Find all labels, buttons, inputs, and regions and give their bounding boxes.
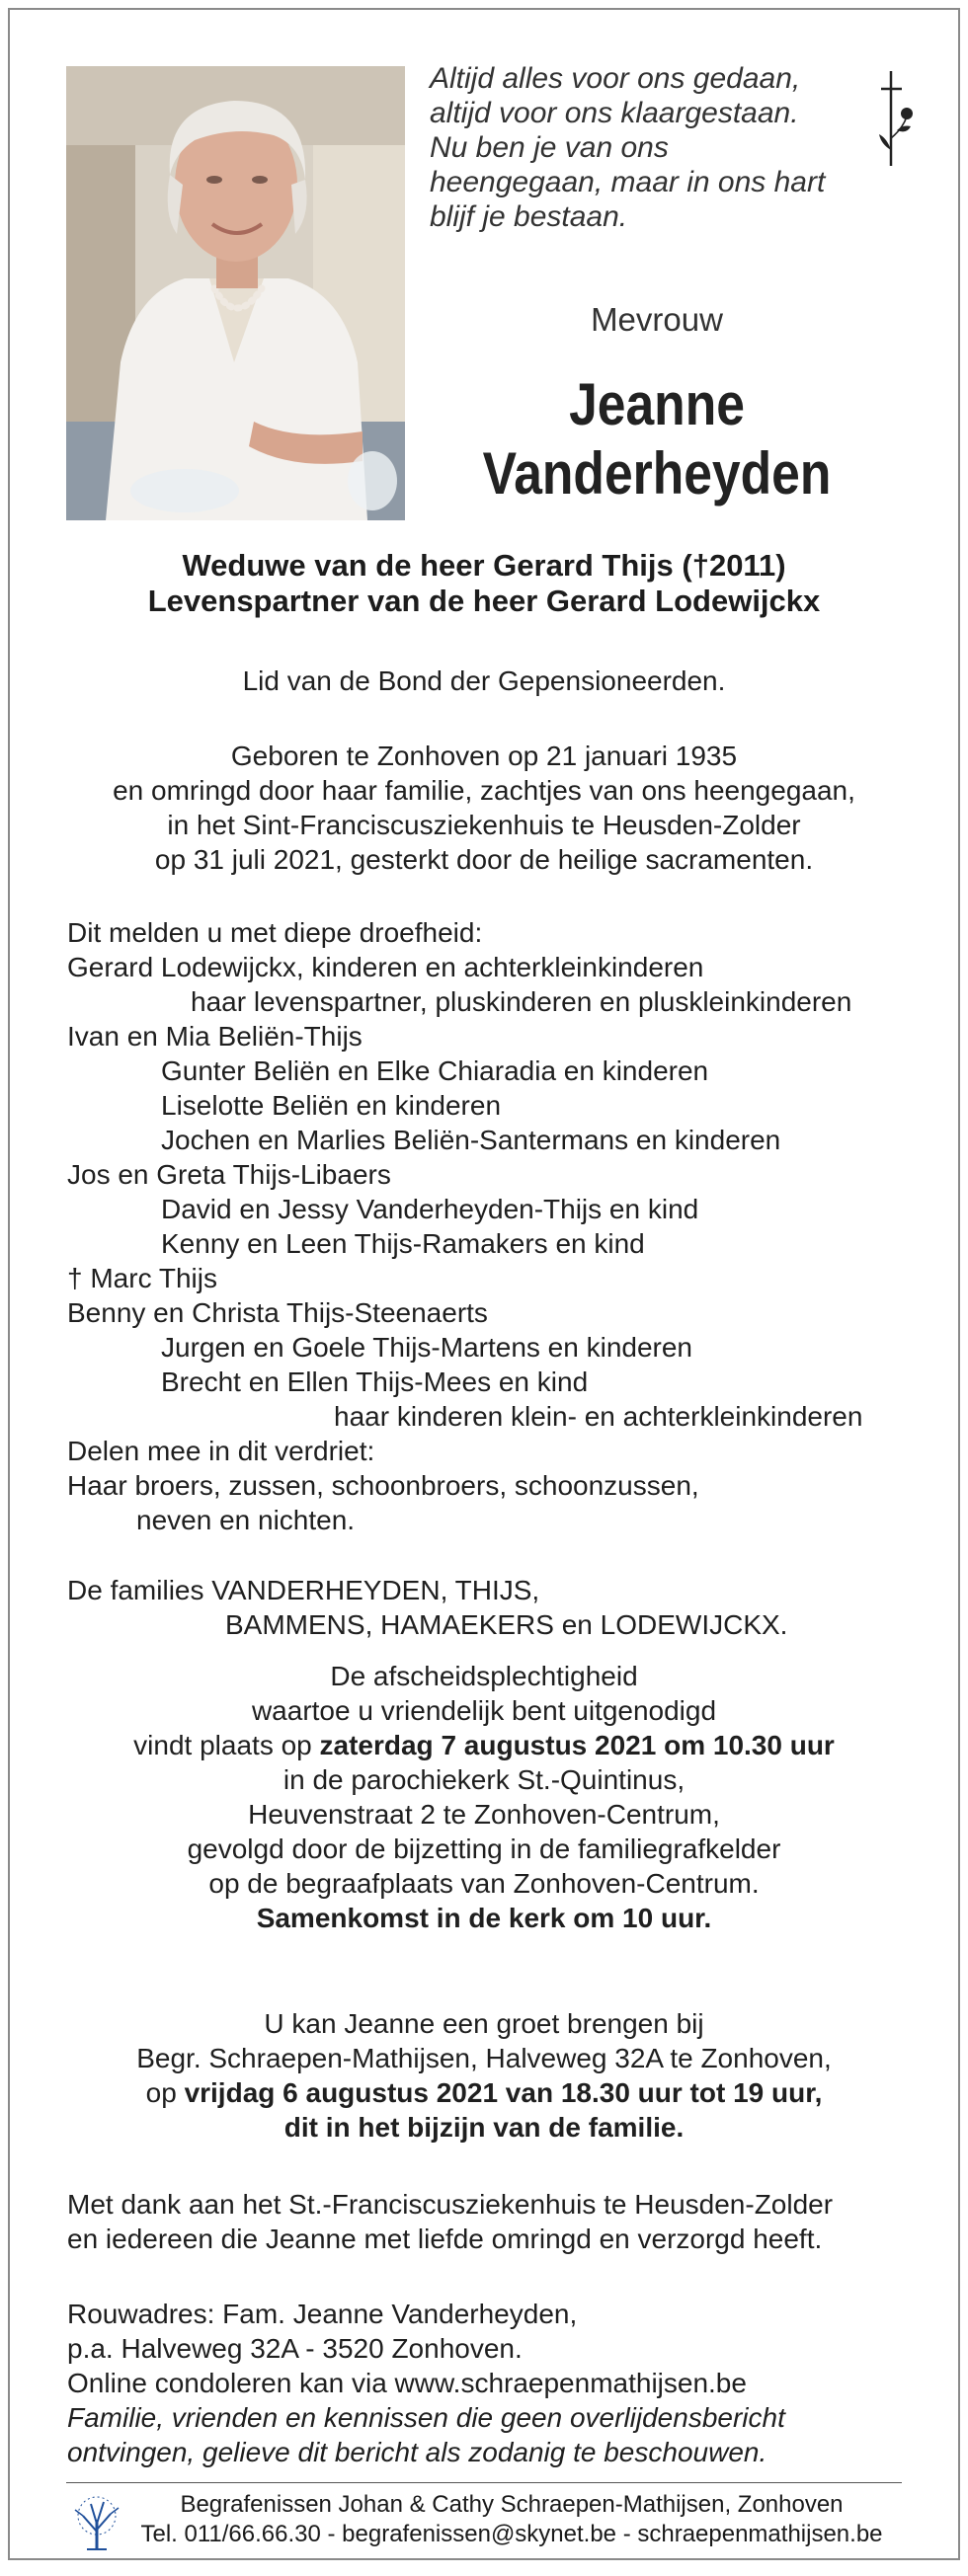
- footer-contact: Tel. 011/66.66.30 - begrafenissen@skynet.be - schraepenmathijsen.be: [140, 2521, 883, 2547]
- ceremony-line: De afscheidsplechtigheid: [330, 1661, 638, 1691]
- address-block: [67, 2297, 936, 2469]
- honorific: Mevrouw: [591, 301, 723, 338]
- obituary-card: [8, 8, 960, 2560]
- notice-line: Familie, vrienden en kennissen die geen overlijdensbericht: [67, 2402, 785, 2433]
- cross-with-rose-icon: [871, 69, 917, 168]
- mourners-intro: Dit melden u met diepe droefheid:: [67, 917, 483, 948]
- ceremony-line: waartoe u vriendelijk bent uitgenodigd: [251, 1695, 717, 1726]
- footer-company: Begrafenissen Johan & Cathy Schraepen-Mathijsen, Zonhoven: [180, 2491, 844, 2518]
- first-name: Jeanne: [569, 371, 745, 437]
- poem-line: Nu ben je van ons: [430, 131, 669, 164]
- ceremony-date-line: vindt plaats op zaterdag 7 augustus 2021 om 10.30 uur: [133, 1730, 835, 1760]
- share-intro: Delen mee in dit verdriet:: [67, 1436, 375, 1466]
- visit-line: dit in het bijzijn van de familie.: [283, 2112, 685, 2143]
- last-name: Vanderheyden: [482, 440, 832, 507]
- membership: Lid van de Bond der Gepensioneerden.: [242, 665, 726, 696]
- notice-line: ontvingen, gelieve dit bericht als zodanig te beschouwen.: [67, 2437, 767, 2467]
- list-item: Liselotte Beliën en kinderen: [161, 1090, 502, 1121]
- ceremony-block: [30, 1659, 938, 1935]
- deceased-name: [457, 370, 856, 508]
- footer-divider: [66, 2482, 902, 2483]
- gathering-line: Samenkomst in de kerk om 10 uur.: [256, 1903, 712, 1933]
- list-item: haar levenspartner, pluskinderen en pluskleinkinderen: [191, 986, 852, 1017]
- date-line: op 31 juli 2021, gesterkt door de heilige sacramenten.: [154, 844, 814, 875]
- thanks-line: Met dank aan het St.-Franciscusziekenhuis te Heusden-Zolder: [67, 2189, 834, 2220]
- ceremony-date: zaterdag 7 augustus 2021 om 10.30 uur: [319, 1730, 835, 1760]
- list-item: Kenny en Leen Thijs-Ramakers en kind: [161, 1228, 645, 1259]
- thanks-line: en iedereen die Jeanne met liefde omringd en verzorgd heeft.: [67, 2224, 823, 2254]
- poem-line: heengegaan, maar in ons hart: [430, 166, 826, 198]
- portrait-photo: [66, 66, 405, 520]
- name-block: [425, 301, 889, 508]
- ceremony-line: op de begraafplaats van Zonhoven-Centrum.: [208, 1868, 760, 1899]
- poem-line: Altijd alles voor ons gedaan,: [430, 62, 801, 95]
- list-item: Jurgen en Goele Thijs-Martens en kinderen: [161, 1332, 693, 1363]
- address-line: Rouwadres: Fam. Jeanne Vanderheyden,: [67, 2299, 578, 2329]
- families-block: [67, 1573, 936, 1642]
- mourners-list: [67, 915, 936, 1537]
- list-item: haar kinderen klein- en achterkleinkinderen: [334, 1401, 863, 1432]
- list-item: † Marc Thijs: [67, 1263, 217, 1293]
- condolence-line: Online condoleren kan via www.schraepenmathijsen.be: [67, 2368, 747, 2398]
- list-item: David en Jessy Vanderheyden-Thijs en kind: [161, 1194, 699, 1224]
- birth-line: Geboren te Zonhoven op 21 januari 1935: [230, 741, 738, 771]
- visit-block: [30, 2006, 938, 2145]
- thanks-block: [67, 2187, 936, 2256]
- visit-line: Begr. Schraepen-Mathijsen, Halveweg 32A te Zonhoven,: [136, 2043, 832, 2073]
- poem-line: altijd voor ons klaargestaan.: [430, 97, 799, 129]
- ceremony-line: gevolgd door de bijzetting in de familiegrafkelder: [187, 1834, 781, 1864]
- passing-line: en omringd door haar familie, zachtjes van ons heengegaan,: [113, 775, 855, 806]
- hospital-line: in het Sint-Franciscusziekenhuis te Heusden-Zolder: [167, 810, 801, 840]
- families-line: BAMMENS, HAMAEKERS en LODEWIJCKX.: [225, 1609, 788, 1640]
- list-item: Ivan en Mia Beliën-Thijs: [67, 1021, 363, 1052]
- birth-death-text: [30, 739, 938, 877]
- relations: [30, 548, 938, 619]
- partner-line: Levenspartner van de heer Gerard Lodewijckx: [147, 584, 821, 618]
- poem-line: blijf je bestaan.: [430, 200, 628, 233]
- list-item: Haar broers, zussen, schoonbroers, schoonzussen,: [67, 1470, 699, 1501]
- list-item: Gunter Beliën en Elke Chiaradia en kinderen: [161, 1055, 709, 1086]
- portrait-image: [66, 66, 405, 520]
- tree-logo-icon: [71, 2496, 122, 2551]
- poem: [430, 61, 845, 234]
- list-item: Gerard Lodewijckx, kinderen en achterkleinkinderen: [67, 952, 704, 982]
- list-item: Jos en Greta Thijs-Libaers: [67, 1159, 391, 1190]
- list-item: Brecht en Ellen Thijs-Mees en kind: [161, 1366, 589, 1397]
- address-line: p.a. Halveweg 32A - 3520 Zonhoven.: [67, 2333, 523, 2364]
- list-item: Jochen en Marlies Beliën-Santermans en kinderen: [161, 1125, 781, 1155]
- families-line: De families VANDERHEYDEN, THIJS,: [67, 1575, 540, 1605]
- visit-line: U kan Jeanne een groet brengen bij: [264, 2008, 704, 2039]
- list-item: neven en nichten.: [136, 1505, 356, 1535]
- footer: [126, 2490, 897, 2549]
- ceremony-line: Heuvenstraat 2 te Zonhoven-Centrum,: [248, 1799, 720, 1830]
- widow-line: Weduwe van de heer Gerard Thijs (†2011): [182, 548, 786, 583]
- ceremony-line: in de parochiekerk St.-Quintinus,: [282, 1764, 686, 1795]
- visit-date: vrijdag 6 augustus 2021 van 18.30 uur tot 19 uur,: [184, 2077, 823, 2108]
- visit-date-line: op vrijdag 6 augustus 2021 van 18.30 uur tot 19 uur,: [145, 2077, 823, 2108]
- list-item: Benny en Christa Thijs-Steenaerts: [67, 1297, 488, 1328]
